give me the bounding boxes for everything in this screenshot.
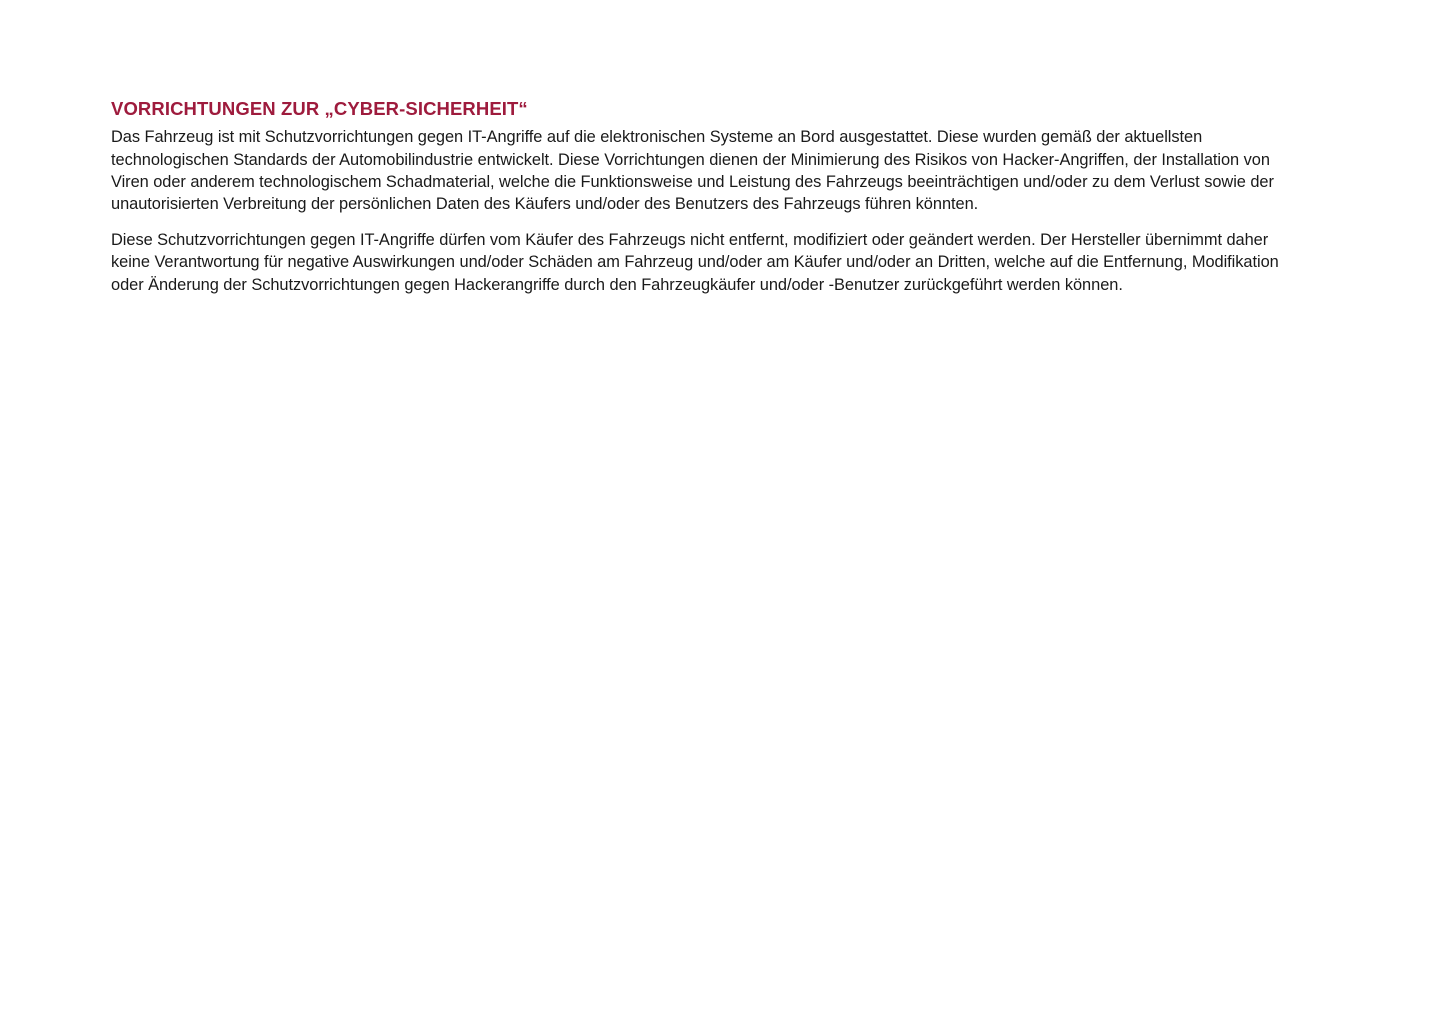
section-paragraph-1: Das Fahrzeug ist mit Schutzvorrichtungen gegen IT-Angriffe auf die elektronischen Systeme an Bord ausgestattet. Diese wurden gemäß der aktuellsten technologischen Standards der Automobilindustrie entwickelt. Diese Vorrichtungen dienen der Minimierung des Risikos von Hacker-Angriffen, der Installation von Viren oder anderem technologischem Schadmaterial, welche die Funktionsweise und Leistung des Fahrzeugs beeinträchtigen und/oder zu dem Verlust sowie der unautorisierten Verbreitung der persönlichen Daten des Käufers und/oder des Benutzers des Fahrzeugs führen könnten. (111, 128, 1274, 214)
section-content (111, 98, 1301, 296)
section-title: VORRICHTUNGEN ZUR „CYBER-SICHERHEIT“ (111, 98, 528, 119)
section-paragraph-2: Diese Schutzvorrichtungen gegen IT-Angriffe dürfen vom Käufer des Fahrzeugs nicht entfernt, modifiziert oder geändert werden. Der Hersteller übernimmt daher keine Verantwortung für negative Auswirkungen und/oder Schäden am Fahrzeug und/oder am Käufer und/oder an Dritten, welche auf die Entfernung, Modifikation oder Änderung der Schutzvorrichtungen gegen Hackerangriffe durch den Fahrzeugkäufer und/oder -Benutzer zurückgeführt werden können. (111, 230, 1279, 294)
